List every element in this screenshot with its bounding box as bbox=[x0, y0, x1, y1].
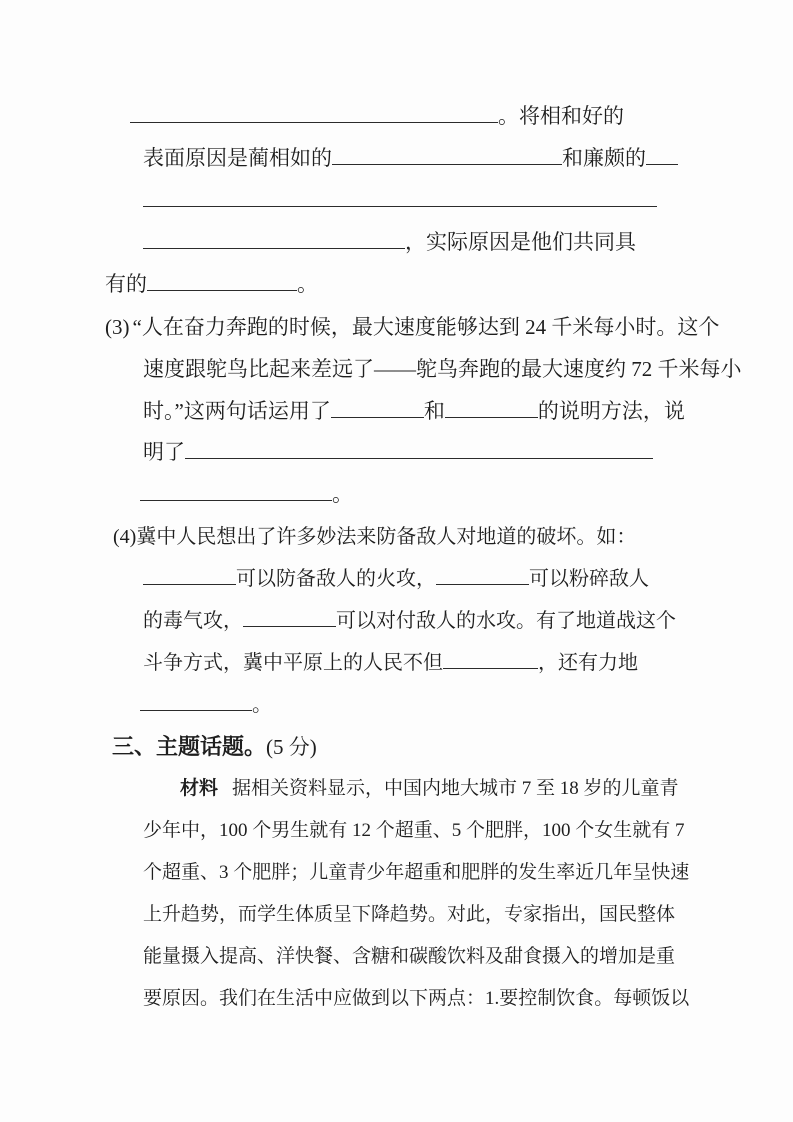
material-line-4 bbox=[143, 894, 793, 936]
answer-blank bbox=[443, 665, 538, 669]
q4-line4-text-b: ，还有力地 bbox=[538, 652, 638, 674]
q4-line3-text-b: 可以对付敌人的水攻。有了地道战这个 bbox=[336, 610, 676, 632]
q2-line-1 bbox=[130, 96, 793, 138]
answer-blank bbox=[140, 497, 332, 501]
q3-line-1 bbox=[105, 306, 793, 348]
material-line6-text: 要原因。我们在生活中应做到以下两点：1.要控制饮食。每顿饭以 bbox=[143, 988, 690, 1009]
answer-blank bbox=[646, 161, 678, 165]
q3-line4-text: 明了 bbox=[143, 441, 185, 464]
answer-blank bbox=[445, 414, 538, 418]
material-label: 材料 bbox=[180, 778, 219, 799]
q4-line3-text-a: 的毒气攻， bbox=[143, 610, 243, 632]
material-line3-text: 个超重、3 个肥胖；儿童青少年超重和肥胖的发生率近几年呈快速 bbox=[143, 862, 690, 883]
q4-line-5 bbox=[140, 684, 793, 726]
answer-blank bbox=[436, 581, 529, 585]
material-line-2 bbox=[143, 810, 793, 852]
answer-blank bbox=[332, 161, 562, 165]
section3-heading-score: (5 分) bbox=[266, 735, 317, 759]
q3-line-4 bbox=[143, 432, 793, 474]
section3-heading-title: 三、主题话题。 bbox=[112, 734, 267, 759]
q4-line-2 bbox=[143, 558, 793, 600]
material-line2-text: 少年中，100 个男生就有 12 个超重、5 个肥胖，100 个女生就有 7 bbox=[143, 820, 685, 841]
material-line5-text: 能量摄入提高、洋快餐、含糖和碳酸饮料及甜食摄入的增加是重 bbox=[143, 946, 676, 967]
q4-line4-text-a: 斗争方式，冀中平原上的人民不但 bbox=[143, 652, 443, 674]
answer-blank bbox=[130, 119, 498, 123]
q3-line3-text-c: 的说明方法，说 bbox=[537, 400, 685, 423]
q4-line2-text-b: 可以粉碎敌人 bbox=[529, 568, 649, 590]
q3-quote-end: 时。” bbox=[143, 399, 184, 423]
q3-marker: (3) bbox=[105, 315, 130, 339]
q2-line2-text-a: 表面原因是蔺相如的 bbox=[143, 147, 332, 170]
q4-line-4 bbox=[143, 642, 793, 684]
q3-line3-text-b: 和 bbox=[423, 400, 445, 423]
q2-line4-text: ，实际原因是他们共同具 bbox=[405, 231, 636, 254]
q4-line5-end: 。 bbox=[252, 694, 272, 716]
section3-heading bbox=[112, 726, 793, 768]
material-line-3 bbox=[143, 852, 793, 894]
q3-line5-end: 。 bbox=[332, 483, 353, 506]
answer-blank bbox=[147, 287, 297, 291]
material-line1-text: 据相关资料显示，中国内地大城市 7 至 18 岁的儿童青 bbox=[232, 778, 679, 799]
q2-line-4 bbox=[143, 222, 793, 264]
q2-line-5 bbox=[105, 264, 793, 306]
answer-blank bbox=[143, 581, 236, 585]
q4-line-1 bbox=[113, 516, 793, 558]
material-line-5 bbox=[143, 936, 793, 978]
q2-line5-text-a: 有的 bbox=[105, 273, 147, 296]
q2-line5-end: 。 bbox=[297, 273, 318, 296]
q2-line2-text-b: 和廉颇的 bbox=[562, 147, 646, 170]
q2-line-3 bbox=[143, 180, 793, 222]
answer-blank bbox=[143, 245, 405, 249]
q3-line-5 bbox=[140, 474, 793, 516]
q4-marker: (4) bbox=[113, 526, 137, 548]
q3-line-3 bbox=[143, 390, 793, 432]
q3-line-2 bbox=[143, 348, 793, 390]
answer-blank bbox=[143, 203, 657, 207]
answer-blank bbox=[243, 623, 336, 627]
material-line-1 bbox=[143, 768, 793, 810]
q2-line1-text: 。将相和好的 bbox=[498, 105, 624, 128]
answer-blank bbox=[185, 455, 653, 459]
q3-line3-text-a: 这两句话运用了 bbox=[183, 400, 331, 423]
material-line-6 bbox=[143, 978, 793, 1020]
q4-line1-text: 冀中人民想出了许多妙法来防备敌人对地道的破坏。如： bbox=[136, 526, 637, 548]
q4-line-3 bbox=[143, 600, 793, 642]
q4-line2-text-a: 可以防备敌人的火攻， bbox=[236, 568, 436, 590]
q3-quote-line2: 速度跟鸵鸟比起来差远了——鸵鸟奔跑的最大速度约 72 千米每小 bbox=[143, 357, 742, 381]
answer-blank bbox=[140, 707, 252, 711]
material-line4-text: 上升趋势，而学生体质呈下降趋势。对此，专家指出，国民整体 bbox=[143, 904, 676, 925]
answer-blank bbox=[331, 414, 424, 418]
q2-line-2 bbox=[143, 138, 793, 180]
q3-quote-line1: “人在奋力奔跑的时候，最大速度能够达到 24 千米每小时。这个 bbox=[132, 315, 720, 339]
